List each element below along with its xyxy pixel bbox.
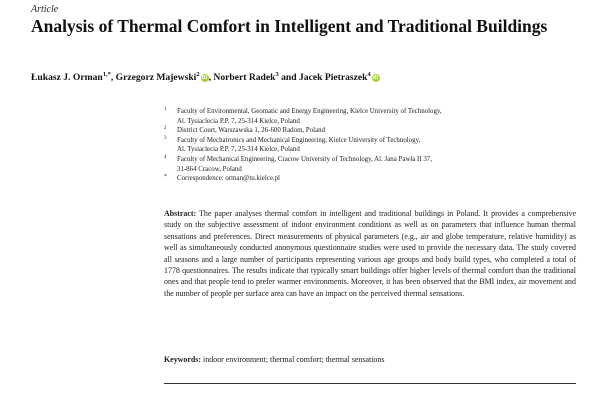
affiliation-text: Faculty of Mechanical Engineering, Cracow University of Technology, Al. Jana Pawła II 37, (177, 155, 432, 163)
keywords (164, 354, 576, 365)
correspondence-email[interactable]: Correspondence: orman@tu.kielce.pl (177, 175, 280, 183)
affiliation-number: 2 (164, 126, 167, 132)
author-affiliation-marker: 3 (275, 71, 279, 78)
affiliation-text: Faculty of Mechatronics and Mechanical Engineering, Kielce University of Technology, (177, 136, 421, 144)
affiliation-text: Al. Tysiaclecia P.P. 7, 25-314 Kielce, Poland (177, 146, 300, 154)
affiliation-item (164, 107, 594, 126)
affiliation-number: 4 (164, 154, 167, 160)
author-list (31, 71, 591, 83)
affiliation-text: Al. Tysiaclecia P.P. 7, 25-314 Kielce, Poland (177, 117, 300, 125)
author-name: Jacek Pietraszek (299, 72, 368, 83)
affiliation-item (164, 155, 594, 174)
affiliation-list (164, 107, 594, 184)
author-name: Łukasz J. Orman (31, 72, 103, 83)
correspondence (164, 174, 594, 184)
keywords-label: Keywords: (164, 355, 202, 364)
affiliation-number: 3 (164, 135, 167, 141)
affiliation-number: 1 (164, 107, 167, 112)
author-affiliation-marker: 1,* (102, 71, 111, 78)
author-affiliation-marker: 2 (196, 71, 200, 78)
affiliation-text: District Court, Warszawska 1, 26-600 Radom, Poland (177, 127, 326, 135)
abstract (164, 208, 576, 299)
author-separator: , (208, 72, 214, 83)
affiliation-text: Faculty of Environmental, Geomatic and Energy Engineering, Kielce University of Technology, (177, 108, 442, 115)
author-separator: and (278, 72, 299, 83)
author-name: Grzegorz Majewski (115, 72, 197, 83)
article-type-label: Article (31, 4, 59, 15)
affiliation-item (164, 126, 594, 136)
author-affiliation-marker: 4 (367, 71, 371, 78)
abstract-text: The paper analyses thermal comfort in intelligent and traditional buildings in Poland. It provides a comprehensive study on the subjective assessment of indoor environment conditions as well as on parameters that influence human thermal sensations and preferences. Direct measurements of physical parameters (e.g., air and globe temperature, relative humidity) as well as simultaneously conducted anonymous questionnaire studies were used to provide the necessary data. The study covered all seasons and a large number of participants representing various age groups and body build types, who completed a total of 1778 questionnaires. The results indicate that typically smart buildings offer higher levels of thermal comfort than the traditional ones and that people tend to prefer warmer environments. Moreover, it has been observed that the BMI index, air movement and the number of people per surface area can have an impact on the perceived thermal sensations. (164, 209, 576, 298)
section-divider (164, 383, 576, 384)
abstract-label: Abstract: (164, 209, 197, 218)
keywords-text: indoor environment; thermal comfort; thermal sensations (203, 355, 385, 364)
paper-title: Analysis of Thermal Comfort in Intelligent and Traditional Buildings (31, 16, 548, 36)
orcid-icon[interactable]: iD (201, 75, 208, 81)
author-name: Norbert Radek (213, 72, 276, 83)
author-separator: , (110, 72, 116, 83)
correspondence-marker: * (164, 174, 167, 181)
affiliation-text: 31-864 Cracow, Poland (177, 165, 242, 173)
affiliation-item (164, 136, 594, 155)
orcid-icon[interactable]: iD (372, 75, 379, 81)
